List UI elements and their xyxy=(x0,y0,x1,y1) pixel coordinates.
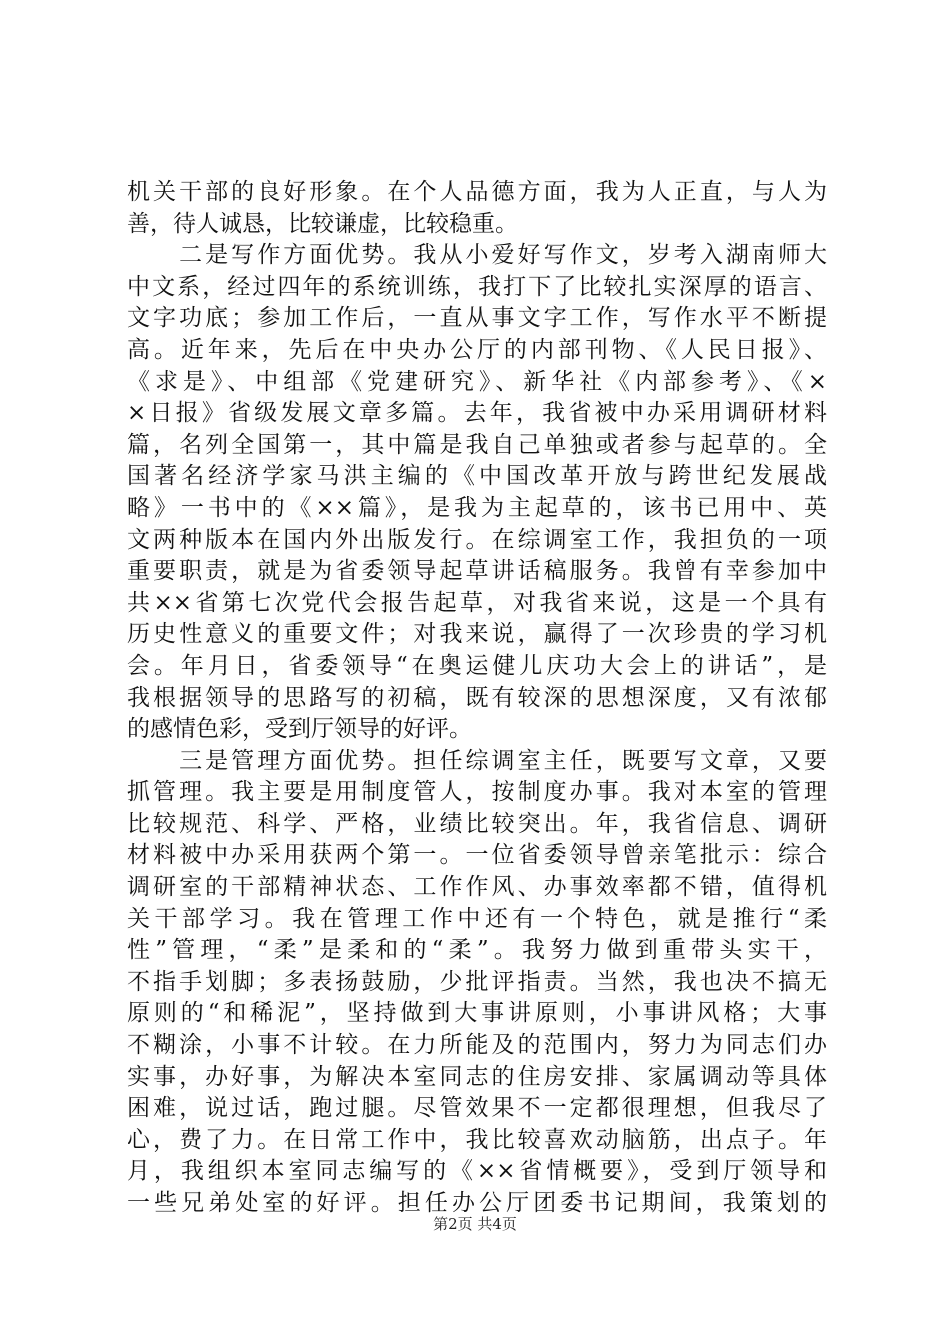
body-text xyxy=(127,177,827,1220)
page-number-footer: 第2页 共4页 xyxy=(433,1215,517,1233)
text-line: 关干部学习。我在管理工作中还有一个特色，就是推行“柔 xyxy=(127,905,827,932)
text-line: 我根据领导的思路写的初稿，既有较深的思想深度，又有浓郁 xyxy=(127,684,827,711)
text-line: 共××省第七次党代会报告起草，对我省来说，这是一个具有 xyxy=(127,589,827,616)
text-line: 文字功底；参加工作后，一直从事文字工作，写作水平不断提 xyxy=(127,305,827,332)
text-line: 善，待人诚恳，比较谦虚，比较稳重。 xyxy=(127,210,518,237)
text-line: 机关干部的良好形象。在个人品德方面，我为人正直，与人为 xyxy=(127,179,827,205)
text-line: 心，费了力。在日常工作中，我比较喜欢动脑筋，出点子。年 xyxy=(127,1126,827,1153)
text-line: 篇，名列全国第一，其中篇是我自己单独或者参与起草的。全 xyxy=(127,431,827,458)
text-line: 比较规范、科学、严格，业绩比较突出。年，我省信息、调研 xyxy=(127,810,827,837)
text-line: 调研室的干部精神状态、工作作风、办事效率都不错，值得机 xyxy=(127,874,827,901)
text-line: 历史性意义的重要文件；对我来说，赢得了一次珍贵的学习机 xyxy=(127,621,827,648)
text-line: 一些兄弟处室的好评。担任办公厅团委书记期间，我策划的 xyxy=(127,1190,827,1216)
text-line: 性”管理，“柔”是柔和的“柔”。我努力做到重带头实干， xyxy=(127,937,827,964)
text-line: 的感情色彩，受到厅领导的好评。 xyxy=(127,716,472,743)
text-line: 实事，办好事，为解决本室同志的住房安排、家属调动等具体 xyxy=(127,1063,827,1090)
text-line: 高。近年来，先后在中央办公厅的内部刊物、《人民日报》、 xyxy=(127,336,827,363)
text-line: 材料被中办采用获两个第一。一位省委领导曾亲笔批示：综合 xyxy=(127,842,827,869)
text-line: 重要职责，就是为省委领导起草讲话稿服务。我曾有幸参加中 xyxy=(127,558,827,585)
text-line: 不糊涂，小事不计较。在力所能及的范围内，努力为同志们办 xyxy=(127,1032,827,1059)
text-line: 抓管理。我主要是用制度管人，按制度办事。我对本室的管理 xyxy=(127,779,827,806)
text-line: 二是写作方面优势。我从小爱好写作文，岁考入湖南师大 xyxy=(127,242,827,269)
text-line: 原则的“和稀泥”，坚持做到大事讲原则，小事讲风格；大事 xyxy=(127,1000,827,1027)
text-line: 不指手划脚；多表扬鼓励，少批评指责。当然，我也决不搞无 xyxy=(127,968,827,995)
text-line: 文两种版本在国内外出版发行。在综调室工作，我担负的一项 xyxy=(127,526,827,553)
text-line: 略》一书中的《××篇》，是我为主起草的，该书已用中、英 xyxy=(127,494,827,521)
text-line: 国著名经济学家马洪主编的《中国改革开放与跨世纪发展战 xyxy=(127,463,827,490)
text-line: ×日报》省级发展文章多篇。去年，我省被中办采用调研材料 xyxy=(127,400,827,427)
text-line: 月，我组织本室同志编写的《××省情概要》，受到厅领导和 xyxy=(127,1158,827,1185)
text-line: 《求是》、中组部《党建研究》、新华社《内部参考》、《× xyxy=(127,368,827,395)
text-line: 中文系，经过四年的系统训练，我打下了比较扎实深厚的语言、 xyxy=(127,273,827,300)
text-line: 困难，说过话，跑过腿。尽管效果不一定都很理想，但我尽了 xyxy=(127,1095,827,1122)
text-line: 三是管理方面优势。担任综调室主任，既要写文章，又要 xyxy=(127,747,827,774)
text-line: 会。年月日，省委领导“在奥运健儿庆功大会上的讲话”，是 xyxy=(127,652,827,679)
